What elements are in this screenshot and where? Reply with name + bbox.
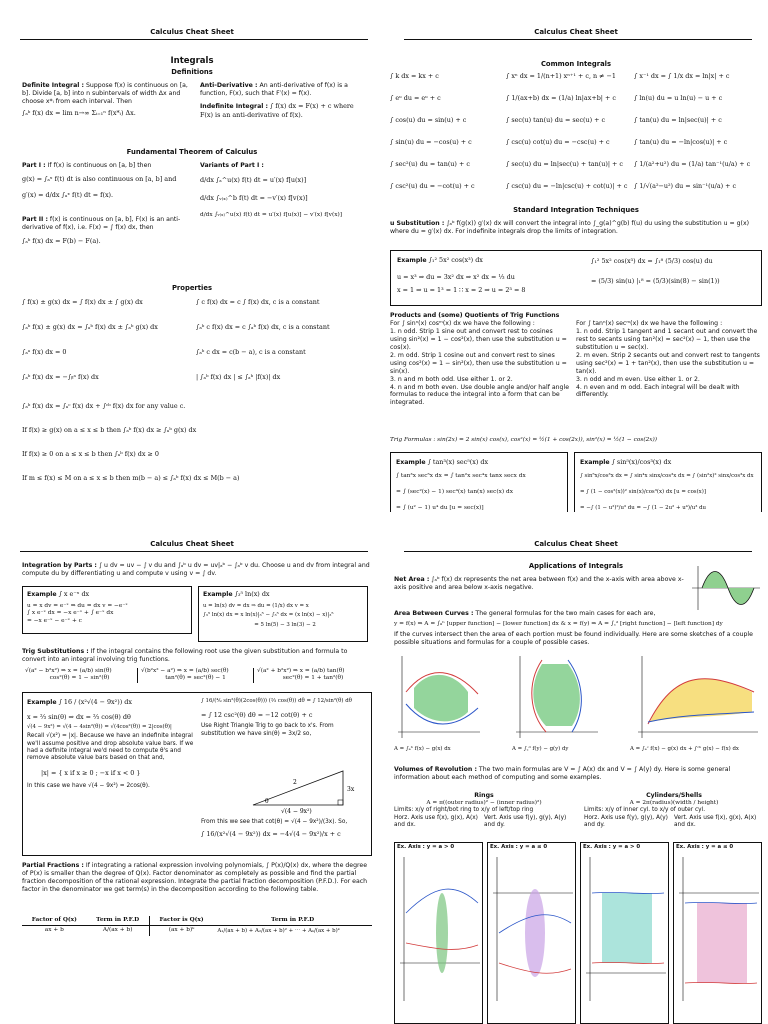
sketch-1: [398, 656, 480, 738]
partial-fraction-table: Factor of Q(x) Term in P.F.D Factor is Q(x) Term in P.F.D ax + b A/(ax + b) (ax + b)ᵏ A₁/(ax + b) + A₂/(ax + b)² + ⋯ + Aₖ/(ax + b)ᵏ: [22, 916, 372, 936]
page-header: Calculus Cheat Sheet: [534, 540, 618, 548]
common-row: ∫ csc²(u) du = −cot(u) + c ∫ csc(u) du = −ln|csc(u) + cot(u)| + c ∫ 1/√(a²−u²) du = sin⁻¹(u/a) + c: [390, 182, 737, 190]
definite-integral-def: Definite Integral : Suppose f(x) is continuous on [a, b]. Divide [a, b] into n subintervals of width Δx and choose x*ᵢ from each interval. Then ∫ₐᵇ f(x) dx = lim n→∞ Σᵢ₌₁ⁿ f(x*ᵢ) Δx.: [22, 82, 188, 117]
properties-left: ∫ f(x) ± g(x) dx = ∫ f(x) dx ± ∫ g(x) dx ∫ₐᵇ f(x) ± g(x) dx = ∫ₐᵇ f(x) dx ± ∫ₐᵇ g(x) dx ∫ₐᵃ f(x) dx = 0 ∫ₐᵇ f(x) dx = −∫ᵦᵃ f(x) dx: [22, 298, 158, 381]
volumes-of-revolution: Volumes of Revolution : The two main formulas are V = ∫ A(x) dx and V = ∫ A(y) dy. Here is some general information about each method of computing and some examples.: [394, 766, 731, 781]
applications-heading: Applications of Integrals: [528, 562, 624, 570]
page-integrals-definitions: [0, 0, 384, 512]
properties-heading: Properties: [171, 284, 213, 292]
definitions-heading: Definitions: [171, 68, 213, 76]
sketch-2: [516, 656, 598, 738]
page-applications: [384, 512, 768, 1024]
pq-heading: Products and (some) Quotients of Trig Functions: [390, 312, 560, 319]
sin-cos-example-box: Example ∫ sin⁵(x)/cos³(x) dx ∫ sin⁵x/cos³x dx = ∫ sin⁴x sinx/cos³x dx = ∫ (sin²x)² sinx/cos³x dx = ∫ (1 − cos²(x))² sin(x)/cos³(x) dx [u = cos(x)] = −∫ (1 − u²)²/u³ du = −∫ (1 − 2u² + u⁴)/u³ du: [574, 452, 762, 538]
properties-right: ∫ c f(x) dx = c ∫ f(x) dx, c is a constant ∫ₐᵇ c f(x) dx = c ∫ₐᵇ f(x) dx, c is a constant ∫ₐᵇ c dx = c(b − a), c is a constant | ∫ₐᵇ f(x) dx | ≤ ∫ₐᵇ |f(x)| dx: [196, 298, 330, 381]
ibp-example-2: Example ∫₃⁵ ln(x) dx u = ln(x) dv = dx ⇒ du = (1/x) dx v = x ∫₃⁵ ln(x) dx = x ln(x)|₃⁵ − ∫₃⁵ dx = (x ln(x) − x)|₃⁵ = 5 ln(5) − 3 ln(3) − 2: [198, 586, 368, 642]
trig-sub-example-box: Example ∫ 16 / (x²√(4 − 9x²)) dx x = ⅔ sin(θ) ⇒ dx = ⅔ cos(θ) dθ √(4 − 9x²) = √(4 − 4sin²(θ)) = √(4cos²(θ)) = 2|cos(θ)| Recall √(x²) = |x|. Because we have an indefinite integral we'll assume positive and drop absolute value bars. If we had a definite integral we'd need to compute θ's and remove absolute value bars based on that and, |x| = { x if x ≥ 0 ; −x if x < 0 } In this case we have √(4 − 9x²) = 2cos(θ). ∫ 16/(⁴⁄₉ sin²(θ)(2cos(θ))) (⅔ cos(θ)) dθ = ∫ 12/sin²(θ) dθ = ∫ 12 csc²(θ) dθ = −12 cot(θ) + c Use Right Triangle Trig to go back to x's. From substitution we have sin(θ) = 3x/2 so, 2 3x √(4 − 9x²) θ From this we see that cot(θ) = √(4 − 9x²)/(3x). So, ∫ 16/(x²√(4 − 9x²)) dx = −4√(4 − 9x²)/x + c: [22, 692, 372, 856]
table-row: ax + b A/(ax + b) (ax + b)ᵏ A₁/(ax + b) + A₂/(ax + b)² + ⋯ + Aₖ/(ax + b)ᵏ: [22, 926, 372, 936]
anti-derivative-def: Anti-Derivative : An anti-derivative of f(x) is a function, F(x), such that F′(x) = f(x). Indefinite Integral : ∫ f(x) dx = F(x) + c where F(x) is an anti-derivative of f(x).: [200, 82, 354, 119]
triangle-hypotenuse-label: 2: [293, 779, 297, 786]
pq-sin-cos: For ∫ sinⁿ(x) cosᵐ(x) dx we have the following : 1. n odd. Strip 1 sine out and convert rest to cosines using sin²(x) = 1 − cos²(x), then use the substitution u = cos(x). 2. m odd. Strip 1 cosine out and convert rest to sines using cos²(x) = 1 − sin²(x), then use the substitution u = sin(x). 3. n and m both odd. Use either 1. or 2. 4. n and m both even. Use double angle and/or half angle formulas to reduce the integral into a form that can be integrated.: [390, 320, 569, 407]
ftc-part1: Part I : If f(x) is continuous on [a, b] then g(x) = ∫ₐˣ f(t) dt is also continuous on [a, b] and g′(x) = d/dx ∫ₐˣ f(t) dt = f(x).: [22, 162, 177, 200]
example-panel: Ex. Axis : y = a ≤ 0: [487, 842, 576, 1024]
right-angle-mark: [338, 800, 343, 805]
u-sub-example-box: Example ∫₁² 5x² cos(x³) dx u = x³ ⇒ du = 3x² dx ⇒ x² dx = ⅓ du x = 1 ⇒ u = 1³ = 1 ∷ x = 2 ⇒ u = 2³ = 8 ∫₁² 5x² cos(x³) dx = ∫₁⁸ (5/3) cos(u) du = (5/3) sin(u) |₁⁸ = (5/3)(sin(8) − sin(1)): [390, 250, 762, 306]
sketch-3: [638, 656, 758, 738]
header-rule: [20, 551, 368, 552]
right-triangle-diagram: [243, 765, 363, 815]
trig-sub-table: √(a² − b²x²) ⇒ x = (a/b) sin(θ) cos²(θ) = 1 − sin²(θ) √(b²x² − a²) ⇒ x = (a/b) sec(θ) tan²(θ) = sec²(θ) − 1 √(a² + b²x²) ⇒ x = (a/b) tan(θ) sec²(θ) = 1 + tan²(θ): [22, 668, 372, 683]
page-header: Calculus Cheat Sheet: [534, 28, 618, 36]
example-panel: Ex. Axis : y = a > 0: [394, 842, 483, 1024]
triangle-opposite-label: 3x: [347, 786, 355, 793]
u-substitution: u Substitution : ∫ₐᵇ f(g(x)) g′(x) dx will convert the integral into ∫_g(a)^g(b) f(u) du using the substitution u = g(x) where du = g′(x) dx. For indefinite integrals drop the limits of integration.: [390, 220, 750, 235]
common-integrals-grid: [390, 72, 764, 204]
triangle-adjacent-label: √(4 − 9x²): [281, 808, 312, 815]
ftc-part2: Part II : f(x) is continuous on [a, b], F(x) is an anti-derivative of f(x), i.e. F(x) = ∫ f(x) dx, then ∫ₐᵇ f(x) dx = F(b) − F(a).: [22, 216, 181, 245]
properties-bottom: ∫ₐᵇ f(x) dx = ∫ₐᶜ f(x) dx + ∫ᶜᵇ f(x) dx for any value c. If f(x) ≥ g(x) on a ≤ x ≤ b then ∫ₐᵇ f(x) dx ≥ ∫ₐᵇ g(x) dx If f(x) ≥ 0 on a ≤ x ≤ b then ∫ₐᵇ f(x) dx ≥ 0 If m ≤ f(x) ≤ M on a ≤ x ≤ b then m(b − a) ≤ ∫ₐᵇ f(x) dx ≤ M(b − a): [22, 402, 240, 482]
common-heading: Common Integrals: [540, 60, 612, 68]
common-row: ∫ eᵘ du = eᵘ + c ∫ 1/(ax+b) dx = (1/a) ln|ax+b| + c ∫ ln(u) du = u ln(u) − u + c: [390, 94, 723, 102]
common-row: ∫ sec²(u) du = tan(u) + c ∫ sec(u) du = ln|sec(u) + tan(u)| + c ∫ 1/(a²+u²) du = (1/a) tan⁻¹(u/a) + c: [390, 160, 751, 168]
area-between-curves: Area Between Curves : The general formulas for the two main cases for each are, y = f(x) ⇒ A = ∫ₐᵇ [upper function] − [lower function] dx & x = f(y) ⇒ A = ∫꜀ᵈ [right function] − [left function] dy If the curves intersect then the area of each portion must be found individually. Here are some sketches of a couple possible situations and formulas for a couple of possible cases.: [394, 610, 753, 647]
ftc-heading: Fundamental Theorem of Calculus: [126, 148, 258, 156]
ibp-example-1: Example ∫ x e⁻ˣ dx u = x dv = e⁻ˣ ⇒ du = dx v = −e⁻ˣ ∫ x e⁻ˣ dx = −x e⁻ˣ + ∫ e⁻ˣ dx = −x e⁻ˣ − e⁻ˣ + c: [22, 586, 192, 634]
trig-substitutions: Trig Substitutions : If the integral contains the following root use the given substitution and formula to convert into an integral involving trig functions.: [22, 648, 348, 663]
header-rule: [404, 551, 752, 552]
page-header: Calculus Cheat Sheet: [150, 28, 234, 36]
example-panel: Ex. Axis : y = a ≤ 0: [673, 842, 762, 1024]
partial-fractions: Partial Fractions : If integrating a rational expression involving polynomials, ∫ P(x)/Q(x) dx, where the degree of P(x) is smaller than the degree of Q(x). Factor denominator as completely as possible and find the partial fraction decomposition of the rational expression. Integrate the partial fraction decomposition (P.F.D.). For each factor in the denominator we get term(s) in the decomposition according to the following table.: [22, 862, 368, 893]
common-row: ∫ sin(u) du = −cos(u) + c ∫ csc(u) cot(u) du = −csc(u) + c ∫ tan(u) du = −ln|cos(u)| + c: [390, 138, 728, 146]
area-sketches: [394, 652, 764, 744]
example-panel: Ex. Axis : y = a > 0: [580, 842, 669, 1024]
net-area: Net Area : ∫ₐᵇ f(x) dx represents the net area between f(x) and the x-axis with area above x-axis positive and area below x-axis negative.: [394, 576, 684, 591]
shells-method: Cylinders/Shells A = 2π(radius)(width / height) Limits: x/y of inner cyl. to x/y of outer cyl. Horz. Axis use f(y), g(y), A(y) and dy. Vert. Axis use f(x), g(x), A(x) and dx.: [584, 792, 757, 829]
header-rule: [20, 39, 368, 40]
common-row: ∫ k dx = kx + c ∫ xⁿ dx = 1/(n+1) xⁿ⁺¹ + c, n ≠ −1 ∫ x⁻¹ dx = ∫ 1/x dx = ln|x| + c: [390, 72, 730, 80]
tan-sec-example-box: Example ∫ tan³(x) sec⁵(x) dx ∫ tan³x sec⁵x dx = ∫ tan²x sec⁴x tanx secx dx = ∫ (sec²(x) − 1) sec⁴(x) tan(x) sec(x) dx = ∫ (u² − 1) u⁴ du [u = sec(x)]: [390, 452, 568, 538]
rings-method: Rings A = π((outer radius)² − (inner radius)²) Limits: x/y of right/bot ring to x/y of left/top ring Horz. Axis use f(x), g(x), A(x) and dx. Vert. Axis use f(y), g(y), A(y) and dy.: [394, 792, 567, 829]
revolution-examples: [394, 842, 764, 1024]
common-row: ∫ cos(u) du = sin(u) + c ∫ sec(u) tan(u) du = sec(u) + c ∫ tan(u) du = ln|sec(u)| + c: [390, 116, 722, 124]
page-header: Calculus Cheat Sheet: [150, 540, 234, 548]
page-integration-techniques: [0, 512, 384, 1024]
trig-formulas: Trig Formulas : sin(2x) = 2 sin(x) cos(x), cos²(x) = ½(1 + cos(2x)), sin²(x) = ½(1 − cos(2x)): [390, 437, 658, 443]
header-rule: [404, 39, 752, 40]
page-common-integrals: [384, 0, 768, 512]
pq-tan-sec: For ∫ tanⁿ(x) secᵐ(x) dx we have the following : 1. n odd. Strip 1 tangent and 1 secant out and convert the rest to secants using tan²(x) = sec²(x) − 1, then use the substitution u = sec(x). 2. m even. Strip 2 secants out and convert rest to tangents using sec²(x) = 1 + tan²(x), then use the substitution u = tan(x). 3. n odd and m even. Use either 1. or 2. 4. n even and m odd. Each integral will be dealt with differently.: [576, 320, 760, 399]
section-title: Integrals: [170, 56, 214, 66]
integration-by-parts: Integration by Parts : ∫ u dv = uv − ∫ v du and ∫ₐᵇ u dv = uv|ₐᵇ − ∫ₐᵇ v du. Choose u and dv from integral and compute du by differentiating u and compute v using v = ∫ dv.: [22, 562, 370, 577]
triangle-angle-label: θ: [265, 798, 269, 805]
net-area-sketch: [688, 564, 764, 612]
sit-heading: Standard Integration Techniques: [513, 206, 639, 214]
sketch-formulas: A = ∫ₐᵇ f(x) − g(x) dx A = ∫꜀ᵈ f(y) − g(y) dy A = ∫ₐᶜ f(x) − g(x) dx + ∫ᶜᵇ g(x) − f(x) dx: [394, 746, 739, 752]
ftc-variants: Variants of Part I : d/dx ∫ₐ^u(x) f(t) dt = u′(x) f[u(x)] d/dx ∫ᵥ₍ₓ₎^b f(t) dt = −v′(x) f[v(x)] d/dx ∫ᵥ₍ₓ₎^u(x) f(t) dt = u′(x) f[u(x)] − v′(x) f[v(x)]: [200, 162, 343, 219]
